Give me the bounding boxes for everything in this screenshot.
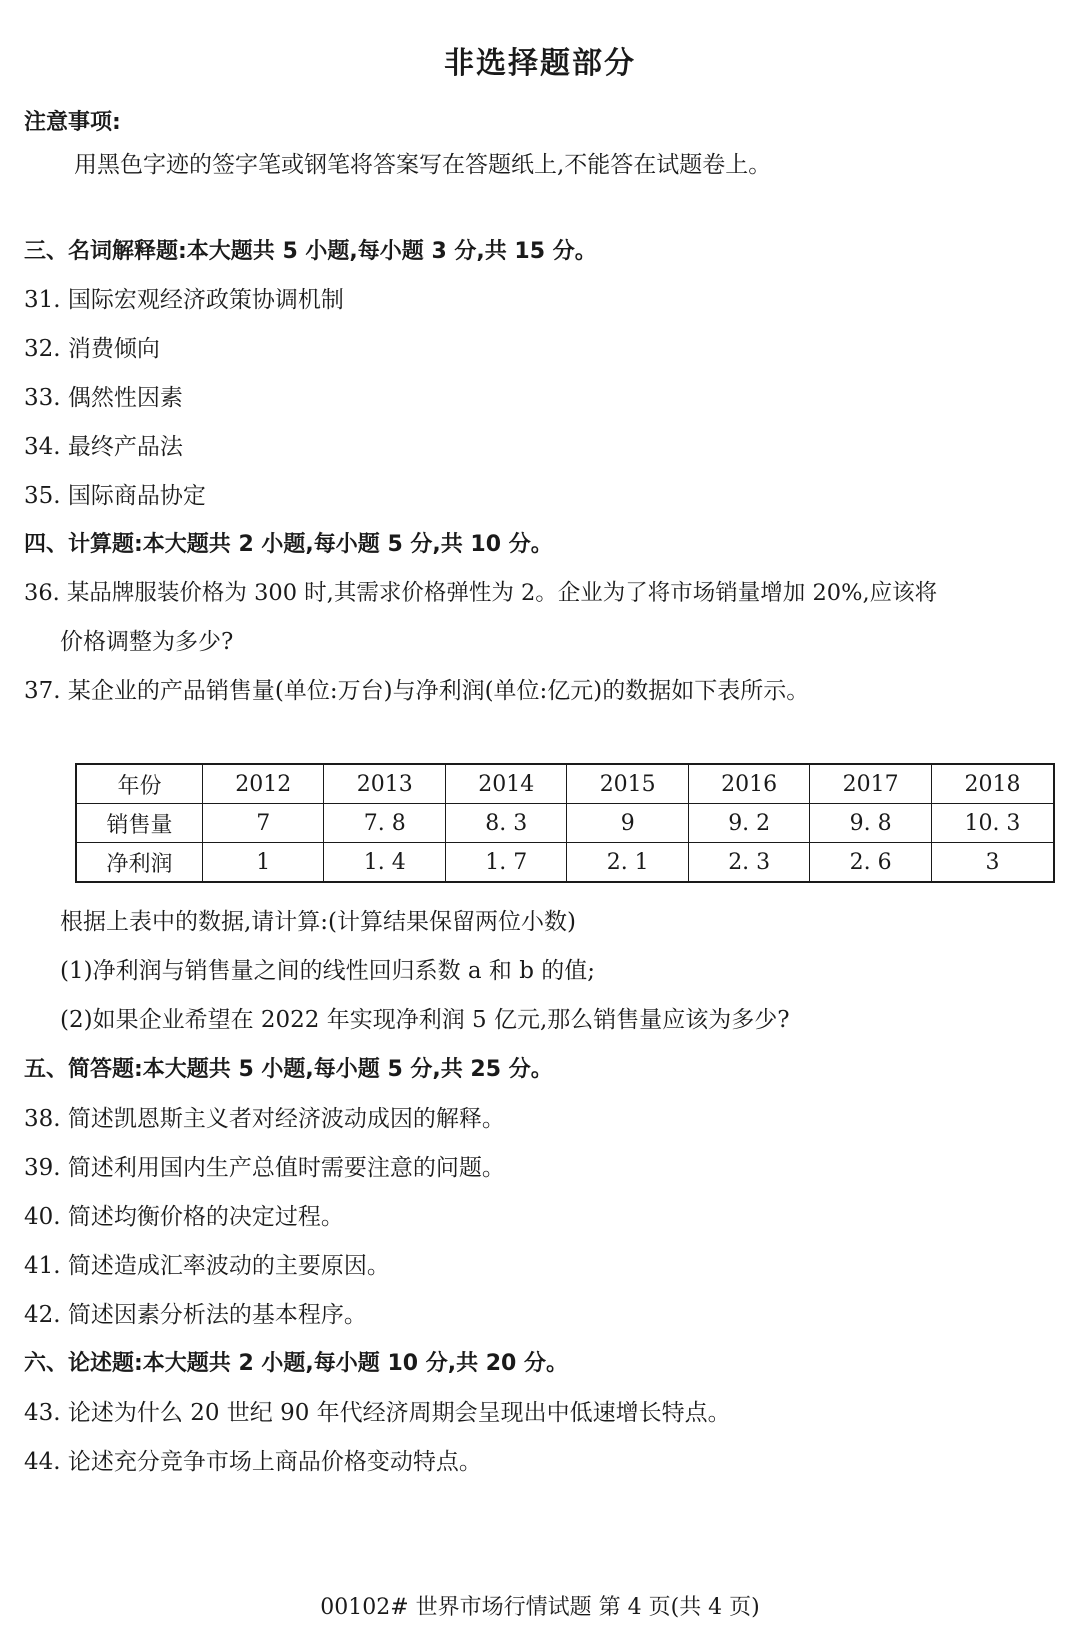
section-6-heading: 六、论述题:本大题共 2 小题,每小题 10 分,共 20 分。 bbox=[24, 1351, 569, 1376]
question-31: 31. 国际宏观经济政策协调机制 bbox=[24, 287, 344, 313]
section-4-heading: 四、计算题:本大题共 2 小题,每小题 5 分,共 10 分。 bbox=[24, 532, 553, 557]
question-34: 34. 最终产品法 bbox=[24, 434, 183, 460]
notice-text: 用黑色字迹的签字笔或钢笔将答案写在答题纸上,不能答在试题卷上。 bbox=[74, 152, 772, 178]
question-42: 42. 简述因素分析法的基本程序。 bbox=[24, 1302, 367, 1328]
table-cell: 年份 bbox=[76, 764, 203, 804]
question-41: 41. 简述造成汇率波动的主要原因。 bbox=[24, 1253, 390, 1279]
question-43: 43. 论述为什么 20 世纪 90 年代经济周期会呈现出中低速增长特点。 bbox=[24, 1400, 731, 1426]
table-row-sales bbox=[76, 804, 1054, 843]
notice-heading: 注意事项: bbox=[24, 110, 121, 135]
table-row-year bbox=[76, 764, 1054, 804]
question-37-sub-1: (1)净利润与销售量之间的线性回归系数 a 和 b 的值; bbox=[60, 958, 596, 984]
section-5-heading: 五、简答题:本大题共 5 小题,每小题 5 分,共 25 分。 bbox=[24, 1057, 553, 1082]
table-cell: 9 bbox=[567, 804, 688, 843]
table-cell: 10. 3 bbox=[931, 804, 1054, 843]
question-33: 33. 偶然性因素 bbox=[24, 385, 183, 411]
question-32: 32. 消费倾向 bbox=[24, 336, 160, 362]
question-39: 39. 简述利用国内生产总值时需要注意的问题。 bbox=[24, 1155, 505, 1181]
table-cell: 1. 7 bbox=[445, 843, 566, 883]
page-title: 非选择题部分 bbox=[444, 46, 636, 81]
table-cell: 2015 bbox=[567, 764, 688, 804]
table-cell: 2017 bbox=[810, 764, 931, 804]
table-cell: 2012 bbox=[203, 764, 324, 804]
table-cell: 9. 2 bbox=[688, 804, 809, 843]
question-37-intro: 根据上表中的数据,请计算:(计算结果保留两位小数) bbox=[60, 909, 577, 935]
page-footer: 00102# 世界市场行情试题 第 4 页(共 4 页) bbox=[320, 1595, 760, 1620]
table-cell: 净利润 bbox=[76, 843, 203, 883]
question-44: 44. 论述充分竞争市场上商品价格变动特点。 bbox=[24, 1449, 482, 1475]
table-cell: 1 bbox=[203, 843, 324, 883]
table-cell: 9. 8 bbox=[810, 804, 931, 843]
question-36-line-2: 价格调整为多少? bbox=[60, 629, 234, 655]
table-cell: 2013 bbox=[324, 764, 445, 804]
question-40: 40. 简述均衡价格的决定过程。 bbox=[24, 1204, 344, 1230]
table-cell: 3 bbox=[931, 843, 1054, 883]
table-cell: 7. 8 bbox=[324, 804, 445, 843]
section-3-heading: 三、名词解释题:本大题共 5 小题,每小题 3 分,共 15 分。 bbox=[24, 239, 597, 264]
table-row-profit bbox=[76, 843, 1054, 883]
question-35: 35. 国际商品协定 bbox=[24, 483, 206, 509]
question-36-line-1: 36. 某品牌服装价格为 300 时,其需求价格弹性为 2。企业为了将市场销量增加 20%,应该将 bbox=[24, 580, 938, 606]
table-cell: 7 bbox=[203, 804, 324, 843]
sales-profit-table bbox=[75, 763, 1055, 883]
table-cell: 2. 6 bbox=[810, 843, 931, 883]
question-37-sub-2: (2)如果企业希望在 2022 年实现净利润 5 亿元,那么销售量应该为多少? bbox=[60, 1007, 790, 1033]
table-cell: 2. 3 bbox=[688, 843, 809, 883]
question-37: 37. 某企业的产品销售量(单位:万台)与净利润(单位:亿元)的数据如下表所示。 bbox=[24, 678, 810, 704]
table-cell: 2014 bbox=[445, 764, 566, 804]
table-cell: 1. 4 bbox=[324, 843, 445, 883]
table-cell: 8. 3 bbox=[445, 804, 566, 843]
table-cell: 2. 1 bbox=[567, 843, 688, 883]
table-cell: 2018 bbox=[931, 764, 1054, 804]
table-cell: 2016 bbox=[688, 764, 809, 804]
table-cell: 销售量 bbox=[76, 804, 203, 843]
question-38: 38. 简述凯恩斯主义者对经济波动成因的解释。 bbox=[24, 1106, 505, 1132]
